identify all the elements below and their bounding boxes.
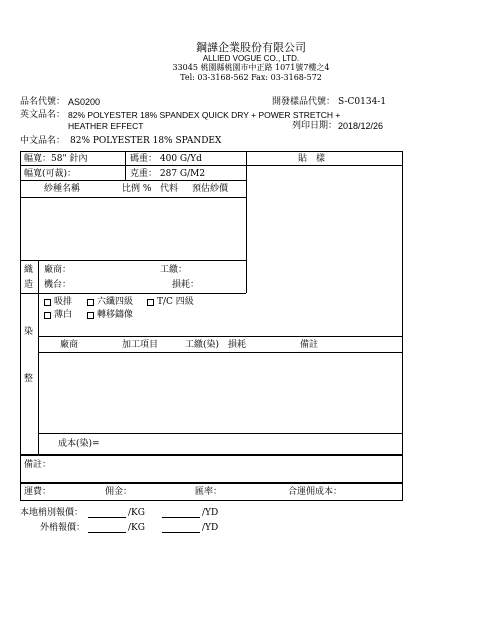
export-yd-unit: /YD <box>202 523 219 533</box>
option-bleach: 薄白 <box>54 310 73 320</box>
gsm-label: 克重： 287 G/M2 <box>130 169 206 179</box>
remark-label: 備註： <box>24 460 52 470</box>
dye-col-loss: 損耗 <box>228 340 247 350</box>
domestic-kg-unit: /KG <box>128 508 145 518</box>
yarn-col-sub: 代料 <box>160 184 179 194</box>
usable-width-label: 幅寬(可裁)： <box>24 169 77 179</box>
fee-label: 工繳： <box>160 265 188 275</box>
total-cost-label: 合運佣成本： <box>288 487 343 497</box>
checkbox-tc[interactable] <box>147 299 154 306</box>
checkbox-wicking[interactable] <box>44 299 51 306</box>
option-six-fiber: 六纖四級 <box>97 297 134 307</box>
cost-label: 成本(染)= <box>58 439 100 449</box>
freight-label: 運費： <box>24 487 52 497</box>
dye-col-fee: 工繳(染) <box>185 340 220 350</box>
checkbox-transfer[interactable] <box>87 312 94 319</box>
company-name-en: ALLIED VOGUE CO., LTD. <box>202 54 300 63</box>
product-code-label: 品名代號： <box>20 97 66 107</box>
export-kg-field[interactable] <box>88 532 126 533</box>
swatch-label: 貼 樣 <box>298 154 326 164</box>
loss-label: 損耗： <box>172 280 200 290</box>
option-wicking: 吸排 <box>54 297 73 307</box>
dye-col-remark: 備註 <box>300 340 319 350</box>
domestic-quote-label: 本地梢別報價： <box>20 508 84 518</box>
dye-col-process: 加工項目 <box>122 340 159 350</box>
option-transfer: 轉移鑄像 <box>97 310 134 320</box>
zh-name: 82% POLYESTER 18% SPANDEX <box>70 136 222 146</box>
domestic-yd-unit: /YD <box>202 508 219 518</box>
company-address: 33045 桃園縣桃園市中正路 1071號7樓之4 <box>172 63 330 72</box>
dye-side-2: 整 <box>24 374 34 384</box>
weave-side-2: 造 <box>24 280 34 290</box>
print-date: 2018/12/26 <box>338 121 384 131</box>
factory-label: 廠商： <box>44 265 72 275</box>
weave-side-1: 織 <box>24 265 34 275</box>
sample-code-label: 開發樣品代號： <box>272 97 336 107</box>
exchange-label: 匯率： <box>195 487 223 497</box>
yarn-col-price: 預估紗價 <box>192 184 229 194</box>
export-quote-label: 外梢報價： <box>40 523 86 533</box>
checkbox-six-fiber[interactable] <box>87 299 94 306</box>
en-name-label: 英文品名： <box>20 110 66 120</box>
company-phone-fax: Tel: 03-3168-562 Fax: 03-3168-572 <box>180 73 322 82</box>
checkbox-bleach[interactable] <box>44 312 51 319</box>
weight-label: 碼重： 400 G/Yd <box>130 154 202 164</box>
yarn-col-name: 紗種名稱 <box>44 184 81 194</box>
machine-label: 機台： <box>44 280 72 290</box>
print-date-label: 列印日期： <box>292 121 338 131</box>
en-name-line2: HEATHER EFFECT <box>68 121 144 131</box>
option-tc: T/C 四級 <box>157 297 194 307</box>
zh-name-label: 中文品名： <box>20 136 66 146</box>
width-label: 幅寬：58" 針內 <box>24 154 88 164</box>
dye-col-factory: 廠商 <box>60 340 79 350</box>
yarn-col-ratio: 比例 % <box>122 184 152 194</box>
remark-row <box>20 455 403 483</box>
sample-code: S-C0134-1 <box>338 97 387 107</box>
commission-label: 佣金： <box>105 487 133 497</box>
product-code: AS0200 <box>68 97 101 107</box>
company-name-zh: 鋼譁企業股份有限公司 <box>196 41 306 54</box>
dye-side-1: 染 <box>24 327 34 337</box>
export-kg-unit: /KG <box>128 523 145 533</box>
export-yd-field[interactable] <box>162 532 200 533</box>
domestic-kg-field[interactable] <box>88 517 126 518</box>
en-name-line1: 82% POLYESTER 18% SPANDEX QUICK DRY + POWER STRETCH + <box>68 110 341 120</box>
domestic-yd-field[interactable] <box>162 517 200 518</box>
